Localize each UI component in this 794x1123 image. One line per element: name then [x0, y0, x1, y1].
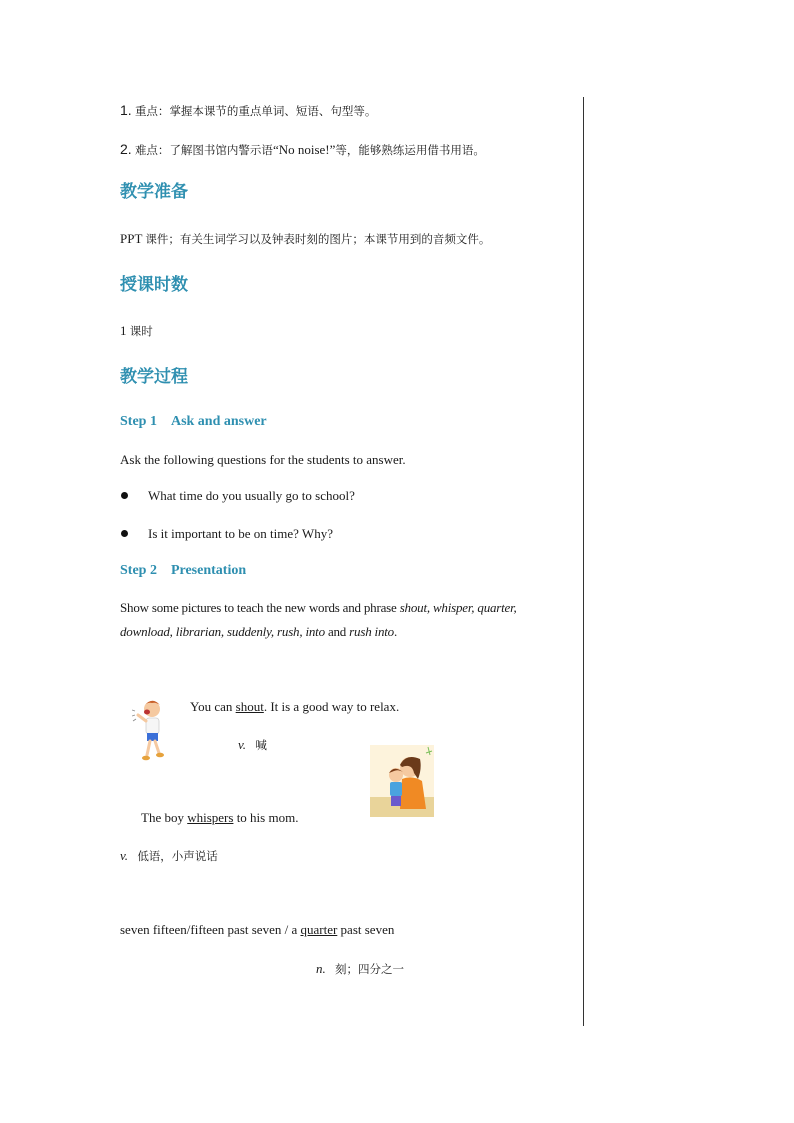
hours-text: 1 课时: [120, 323, 153, 338]
shouting-boy-image: [132, 697, 168, 765]
heading-prep: 教学准备: [120, 182, 188, 202]
step1-question-2: Is it important to be on time? Why?: [148, 526, 333, 541]
step1-heading: Step 1 Ask and answer: [120, 414, 267, 429]
heading-process: 教学过程: [120, 367, 188, 387]
quarter-meaning: n. 刻；四分之一: [316, 961, 404, 976]
bullet-dot: [121, 530, 128, 537]
step2-intro-line1: Show some pictures to teach the new words and phrase shout, whisper, quarter,: [120, 600, 517, 615]
key-point-1: 1. 重点：掌握本课节的重点单词、短语、句型等。: [120, 102, 377, 118]
key-point-2: 2. 难点：了解图书馆内警示语“No noise!”等，能够熟练运用借书用语。: [120, 141, 485, 157]
whisper-meaning: v. 低语，小声说话: [120, 848, 218, 863]
prep-text: PPT 课件；有关生词学习以及钟表时刻的图片；本课节用到的音频文件。: [120, 231, 491, 246]
quarter-sentence: seven fifteen/fifteen past seven / a quarter past seven: [120, 922, 395, 937]
heading-hours: 授课时数: [120, 275, 188, 295]
shout-sentence: You can shout. It is a good way to relax.: [190, 699, 400, 714]
step1-question-1: What time do you usually go to school?: [148, 488, 355, 503]
margin-line: [583, 97, 584, 1026]
step2-intro-line2: download, librarian, suddenly, rush, into and rush into.: [120, 624, 398, 639]
step1-intro: Ask the following questions for the students to answer.: [120, 452, 406, 467]
bullet-dot: [121, 492, 128, 499]
whispering-boy-and-mom-image: [370, 745, 434, 817]
whisper-sentence: The boy whispers to his mom.: [141, 810, 299, 825]
shout-meaning: v. 喊: [238, 737, 267, 752]
step2-heading: Step 2 Presentation: [120, 563, 247, 578]
